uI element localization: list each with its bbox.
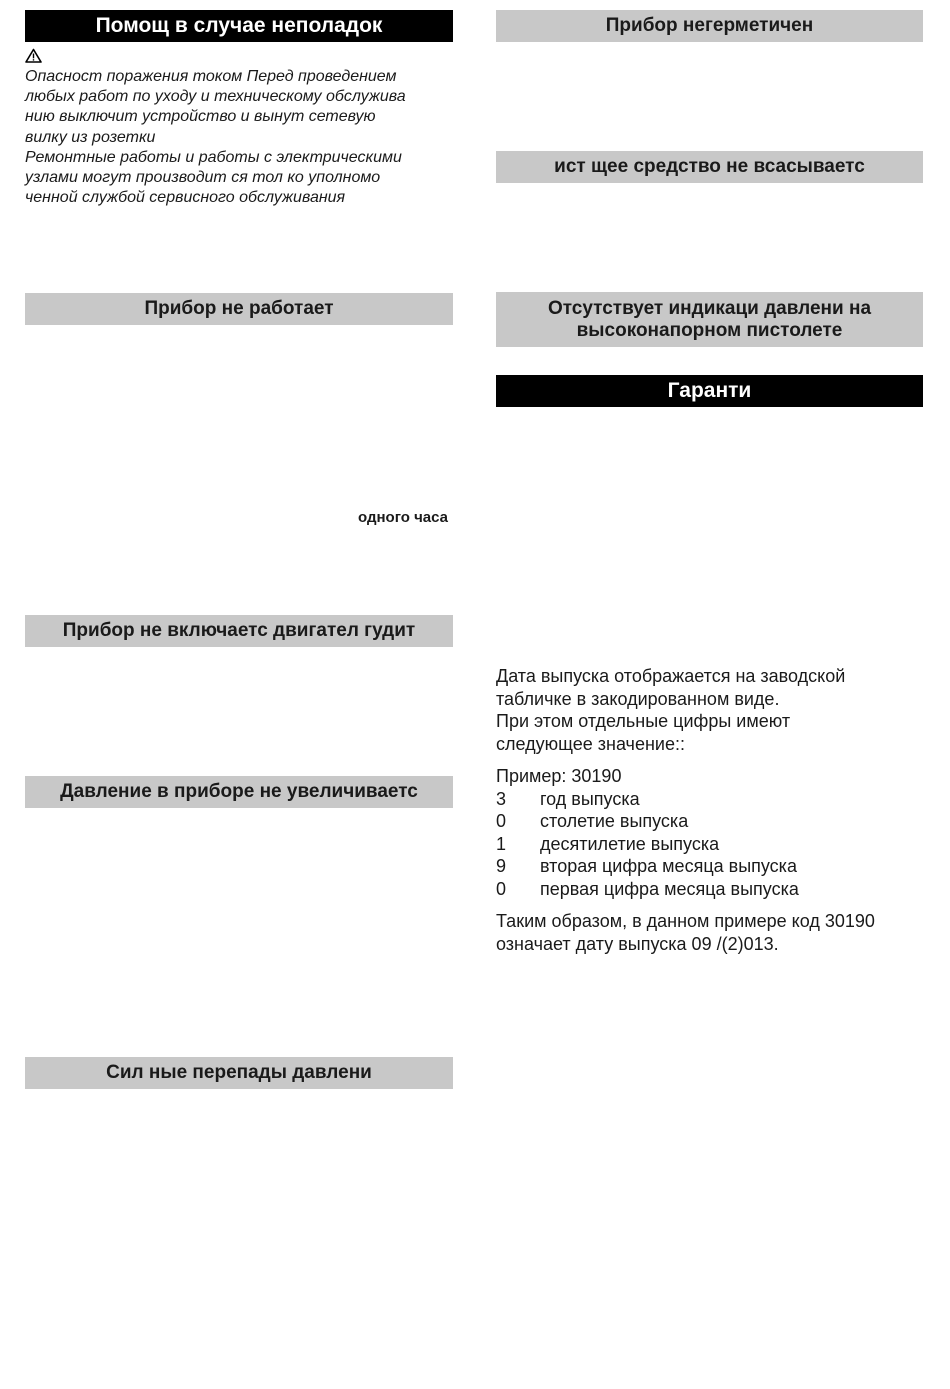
device-leaking-heading — [496, 10, 923, 42]
device-leaking-heading-text: Прибор негерметичен — [605, 15, 814, 36]
code-row — [496, 833, 926, 856]
code-example: Пример: 30190 — [496, 766, 622, 786]
pressure-drops-heading-text: Сил ные перепады давлени — [106, 1062, 372, 1083]
warning-line: Ремонтные работы и работы с электрическими — [25, 148, 402, 166]
date-intro-line: Дата выпуска отображается на заводской — [496, 666, 846, 686]
code-row — [496, 855, 926, 878]
code-meaning: десятилетие выпуска — [540, 833, 720, 854]
detergent-not-sucked-heading-text: ист щее средство не всасываетс — [554, 156, 865, 177]
no-pressure-heading-line: Отсутствует индикаци давлени на — [547, 297, 872, 319]
warning-line: любых работ по уходу и техническому обслужива — [25, 88, 406, 106]
code-meaning: столетие выпуска — [540, 811, 689, 831]
warning-line: ченной службой сервисного обслуживания — [25, 189, 346, 207]
warning-triangle-icon — [25, 48, 42, 68]
code-row — [496, 810, 926, 833]
warning-line: вилку из розетки — [25, 128, 156, 146]
warranty-heading — [496, 375, 923, 407]
pressure-not-increasing-heading — [25, 776, 453, 808]
help-section-title — [25, 10, 453, 42]
not-starting-heading — [25, 615, 453, 647]
code-digit: 0 — [496, 878, 507, 899]
date-conclusion-line: означает дату выпуска 09 /(2)013. — [496, 933, 779, 954]
no-pressure-heading-line: высоконапорном пистолете — [576, 319, 843, 341]
pressure-not-increasing-heading-text: Давление в приборе не увеличиваетс — [60, 781, 418, 802]
code-digit: 1 — [496, 833, 507, 854]
help-section-title-text: Помощ в случае неполадок — [95, 14, 383, 37]
date-intro-line: следующее значение:: — [496, 733, 685, 754]
safety-warning-text — [25, 67, 455, 208]
code-row — [496, 878, 926, 901]
code-row — [496, 788, 926, 811]
warning-line: Опасност поражения током Перед проведением — [25, 68, 397, 85]
warning-line: узлами могут производит ся тол ко уполномо — [25, 169, 381, 187]
code-meaning: первая цифра месяца выпуска — [540, 878, 799, 899]
warning-line: нию выключит устройство и вынут сетевую — [25, 108, 376, 126]
date-conclusion-line: Таким образом, в данном примере код 30190 — [496, 911, 875, 931]
code-meaning: год выпуска — [540, 788, 640, 809]
not-working-heading — [25, 293, 453, 325]
not-starting-heading-text: Прибор не включаетс двигател гудит — [62, 620, 416, 641]
date-intro-line: табличке в закодированном виде. — [496, 688, 780, 709]
one-hour-note: одного часа — [357, 509, 448, 526]
warranty-heading-text: Гаранти — [667, 379, 752, 402]
code-digit: 3 — [496, 788, 507, 809]
manufacture-date-info — [496, 665, 926, 955]
date-intro-line: При этом отдельные цифры имеют — [496, 711, 791, 731]
code-digit: 9 — [496, 856, 507, 876]
code-digit: 0 — [496, 811, 507, 831]
code-meaning: вторая цифра месяца выпуска — [540, 856, 797, 876]
pressure-drops-heading — [25, 1057, 453, 1089]
detergent-not-sucked-heading — [496, 151, 923, 183]
no-pressure-indication-heading — [496, 292, 923, 347]
not-working-heading-text: Прибор не работает — [144, 298, 334, 319]
